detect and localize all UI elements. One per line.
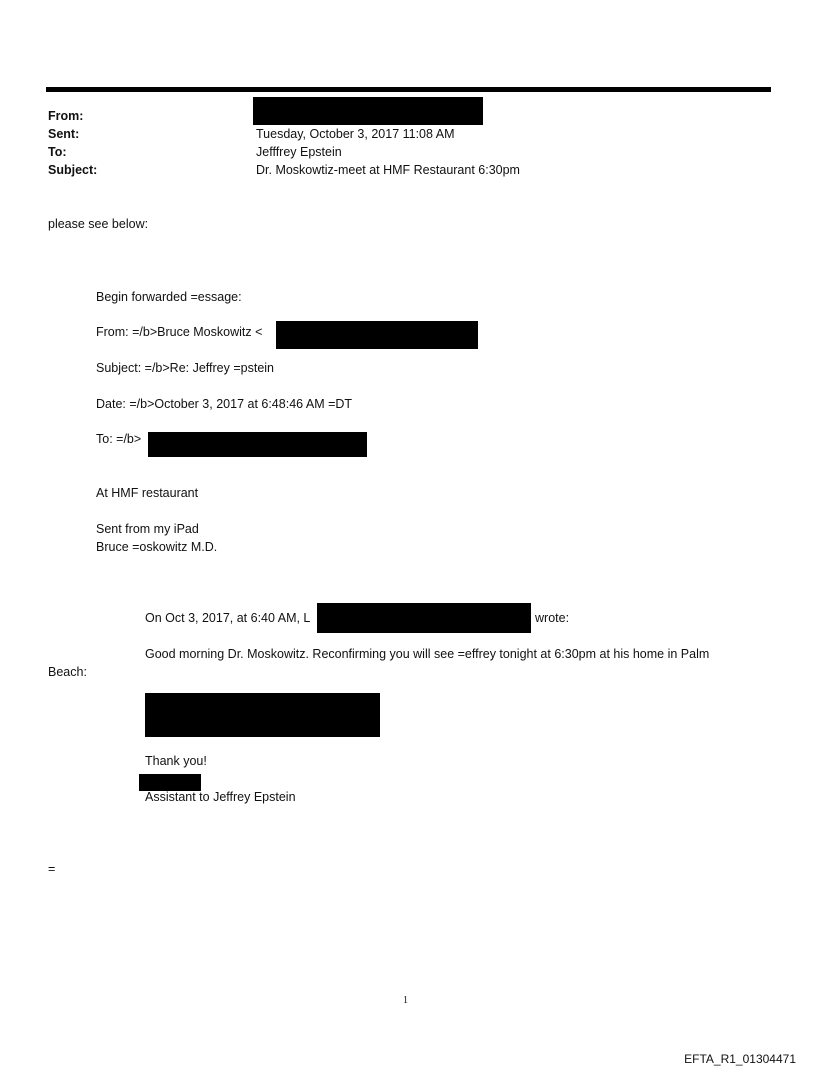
redaction-forwarded-to <box>148 432 367 457</box>
forwarded-date: Date: =/b>October 3, 2017 at 6:48:46 AM =DT <box>96 397 353 411</box>
forwarded-subject: Subject: =/b>Re: Jeffrey =pstein <box>96 361 275 375</box>
redaction-from <box>253 97 483 125</box>
sent-label: Sent: <box>48 127 80 141</box>
redaction-address-block <box>145 693 380 737</box>
to-label: To: <box>48 145 67 159</box>
reply-text: At HMF restaurant <box>96 486 199 500</box>
sent-value: Tuesday, October 3, 2017 11:08 AM <box>256 127 455 141</box>
redaction-quote-sender <box>317 603 531 633</box>
assistant-signature: Assistant to Jeffrey Epstein <box>145 790 296 804</box>
quote-message-line-2: Beach: <box>48 665 87 679</box>
thanks-text: Thank you! <box>145 754 207 768</box>
redaction-forwarded-from-email <box>276 321 478 349</box>
quote-header-prefix: On Oct 3, 2017, at 6:40 AM, L <box>145 611 311 625</box>
trailing-mark: = <box>48 862 56 876</box>
from-label: From: <box>48 109 84 123</box>
signature-line-2: Bruce =oskowitz M.D. <box>96 540 218 554</box>
redaction-assistant-name <box>139 774 201 791</box>
to-value: Jefffrey Epstein <box>256 145 342 159</box>
forwarded-from: From: =/b>Bruce Moskowitz < <box>96 325 263 339</box>
subject-value: Dr. Moskowtiz-meet at HMF Restaurant 6:30pm <box>256 163 520 177</box>
page-number: 1 <box>403 995 408 1006</box>
quote-header-suffix: wrote: <box>535 611 570 625</box>
header-divider <box>46 87 771 92</box>
forwarded-to: To: =/b> <box>96 432 142 446</box>
intro-text: please see below: <box>48 217 149 231</box>
subject-label: Subject: <box>48 163 98 177</box>
bates-number: EFTA_R1_01304471 <box>684 1052 796 1066</box>
quote-message-line-1: Good morning Dr. Moskowitz. Reconfirming you will see =effrey tonight at 6:30pm at his home in Palm <box>145 647 710 661</box>
forwarded-intro: Begin forwarded =essage: <box>96 290 242 304</box>
signature-line-1: Sent from my iPad <box>96 522 199 536</box>
